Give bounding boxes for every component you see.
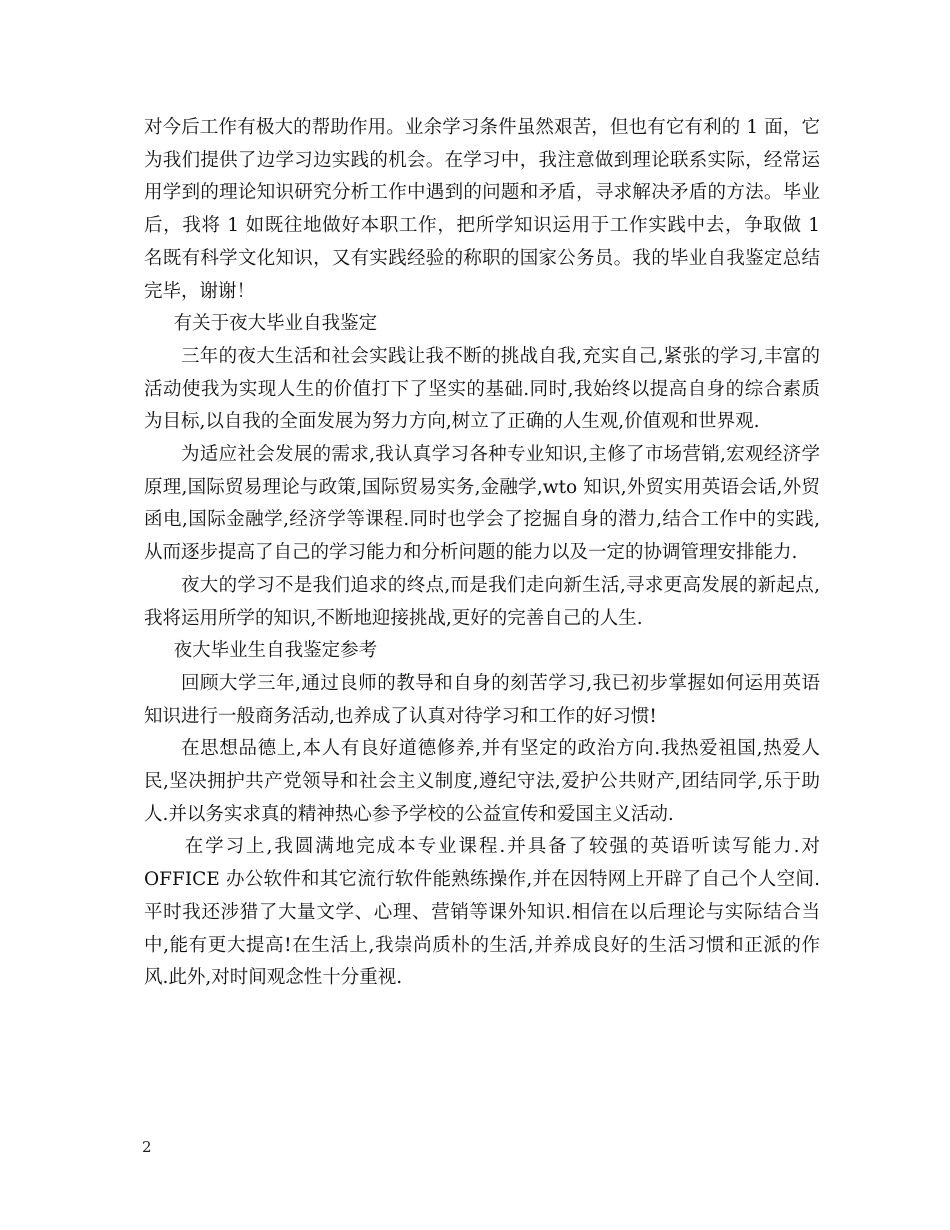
document-body [144, 112, 820, 995]
paragraph: 三年的夜大生活和社会实践让我不断的挑战自我,充实自己,紧张的学习,丰富的活动使我为实现人生的价值打下了坚实的基础.同时,我始终以提高自身的综合素质为目标,以自我的全面发展为努力方向,树立了正确的人生观,价值观和世界观. [144, 345, 820, 433]
paragraph: 在思想品德上,本人有良好道德修养,并有坚定的政治方向.我热爱祖国,热爱人民,坚决拥护共产党领导和社会主义制度,遵纪守法,爱护公共财产,团结同学,乐于助人.并以务实求真的精神热心参予学校的公益宣传和爱国主义活动. [144, 738, 820, 825]
section-heading-graduate-appraisal-reference: 夜大毕业生自我鉴定参考 [173, 640, 378, 662]
page-number: 2 [142, 1138, 152, 1156]
paragraph-continuation: 对今后工作有极大的帮助作用。业余学习条件虽然艰苦，但也有它有利的 1 面，它为我们提供了边学习边实践的机会。在学习中，我注意做到理论联系实际，经常运用学到的理论知识研究分析工作中遇到的问题和矛盾，寻求解决矛盾的方法。毕业后，我将 1 如既往地做好本职工作，把所学知识运用于工作实践中去，争取做 1 名既有科学文化知识，又有实践经验的称职的国家公务员。我的毕业自我鉴定总结完毕，谢谢！ [144, 117, 820, 302]
paragraph: 夜大的学习不是我们追求的终点,而是我们走向新生活,寻求更高发展的新起点,我将运用所学的知识,不断地迎接挑战,更好的完善自己的人生. [144, 574, 820, 629]
paragraph: 为适应社会发展的需求,我认真学习各种专业知识,主修了市场营销,宏观经济学原理,国际贸易理论与政策,国际贸易实务,金融学,wto 知识,外贸实用英语会话,外贸函电,国际金融学,经济学等课程.同时也学会了挖掘自身的潜力,结合工作中的实践,从而逐步提高了自己的学习能力和分析问题的能力以及一定的协调管理安排能力. [144, 444, 820, 564]
section-heading-night-college-appraisal: 有关于夜大毕业自我鉴定 [173, 313, 378, 335]
paragraph: 回顾大学三年,通过良师的教导和自身的刻苦学习,我已初步掌握如何运用英语知识进行一般商务活动,也养成了认真对待学习和工作的好习惯! [144, 672, 820, 727]
paragraph: 在学习上,我圆满地完成本专业课程.并具备了较强的英语听读写能力.对 OFFICE 办公软件和其它流行软件能熟练操作,并在因特网上开辟了自己个人空间.平时我还涉猎了大量文学、心理、营销等课外知识.相信在以后理论与实际结合当中,能有更大提高!在生活上,我崇尚质朴的生活,并养成良好的生活习惯和正派的作风.此外,对时间观念性十分重视. [144, 836, 820, 989]
